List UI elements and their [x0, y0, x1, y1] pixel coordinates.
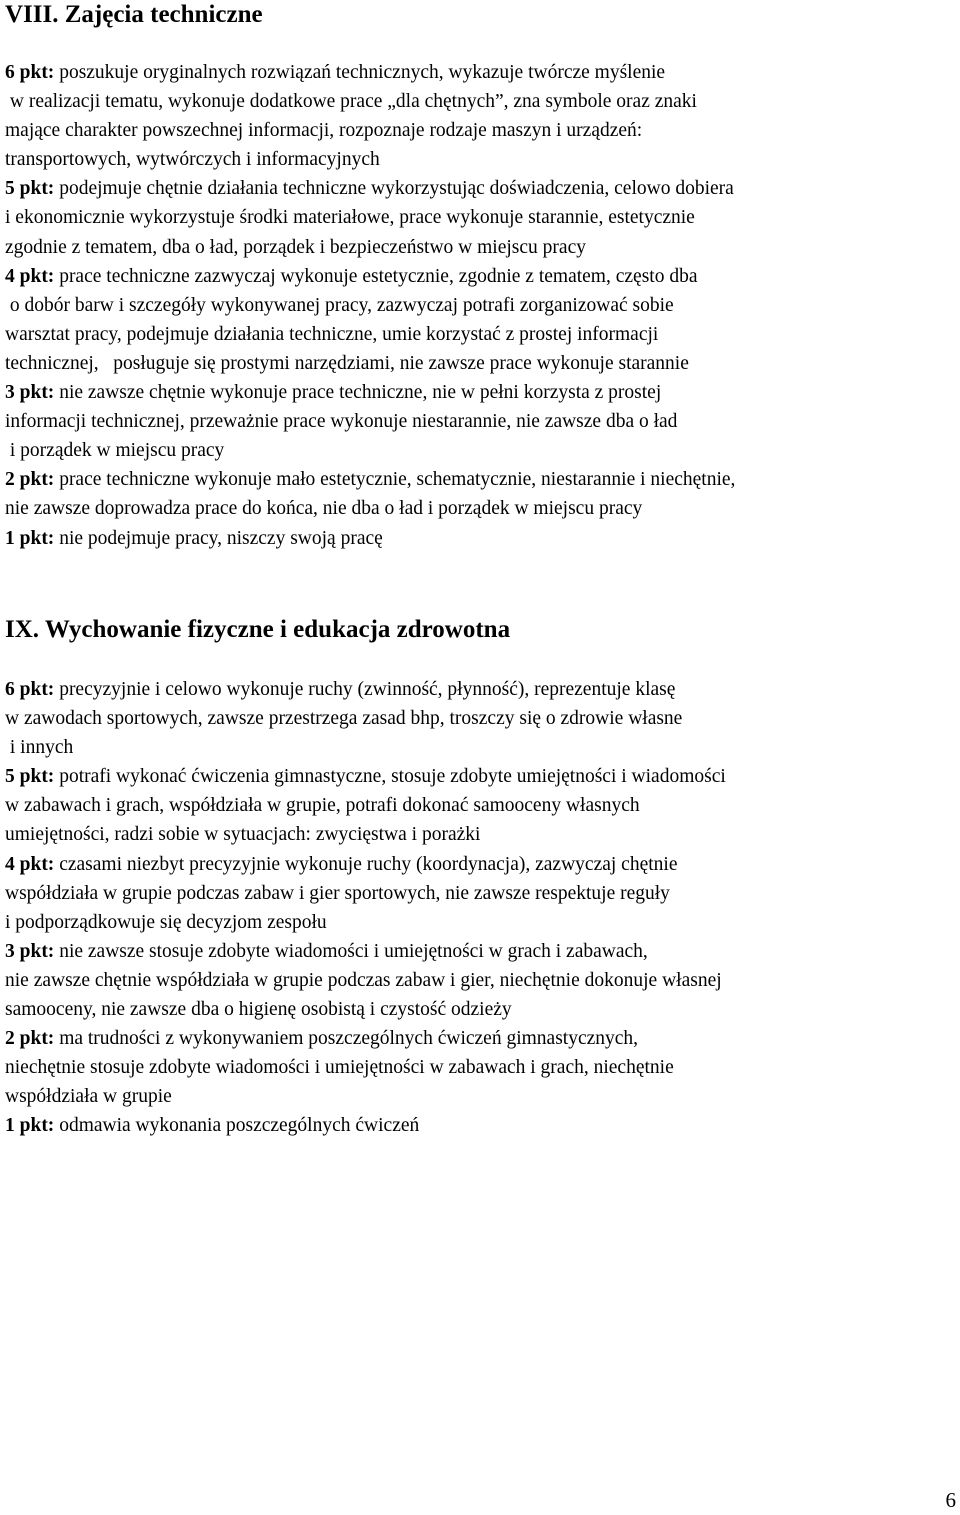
criteria-text: nie zawsze stosuje zdobyte wiadomości i umiejętności w grach i zabawach, [54, 940, 648, 962]
section-body-viii [5, 58, 960, 553]
criteria-line [5, 262, 960, 291]
criteria-line [5, 407, 960, 436]
criteria-text: niechętnie stosuje zdobyte wiadomości i umiejętności w zabawach i grach, niechętnie [5, 1057, 674, 1079]
criteria-line [5, 1111, 960, 1140]
criteria-text: prace techniczne zazwyczaj wykonuje estetycznie, zgodnie z tematem, często dba [54, 265, 698, 287]
criteria-text: i ekonomicznie wykorzystuje środki materiałowe, prace wykonuje starannie, estetycznie [5, 207, 695, 229]
criteria-line [5, 58, 960, 87]
points-label: 5 pkt: [5, 766, 55, 788]
criteria-line [5, 908, 960, 937]
criteria-line [5, 704, 960, 733]
criteria-line [5, 291, 960, 320]
page-number: 6 [945, 1488, 956, 1512]
criteria-text: umiejętności, radzi sobie w sytuacjach: zwycięstwa i porażki [5, 824, 481, 846]
criteria-text: i podporządkowuje się decyzjom zespołu [5, 911, 327, 933]
criteria-line [5, 966, 960, 995]
criteria-line [5, 995, 960, 1024]
points-label: 6 pkt: [5, 62, 55, 83]
criteria-text: czasami niezbyt precyzyjnie wykonuje ruchy (koordynacja), zazwyczaj chętnie [54, 853, 678, 875]
section-title-viii: VIII. Zajęcia techniczne [5, 1, 263, 28]
criteria-line [5, 1053, 960, 1082]
points-label: 4 pkt: [5, 853, 55, 875]
criteria-line [5, 349, 960, 378]
criteria-text: i porządek w miejscu pracy [5, 440, 225, 462]
criteria-line [5, 733, 960, 762]
criteria-text: poszukuje oryginalnych rozwiązań technicznych, wykazuje twórcze myślenie [54, 62, 666, 83]
criteria-text: zgodnie z tematem, dba o ład, porządek i bezpieczeństwo w miejscu pracy [5, 236, 586, 258]
points-label: 1 pkt: [5, 527, 55, 549]
criteria-line [5, 233, 960, 262]
criteria-line [5, 524, 960, 553]
criteria-text: ma trudności z wykonywaniem poszczególnych ćwiczeń gimnastycznych, [54, 1028, 639, 1050]
criteria-text: samooceny, nie zawsze dba o higienę osobistą i czystość odzieży [5, 999, 512, 1021]
criteria-line [5, 820, 960, 849]
criteria-text: w zawodach sportowych, zawsze przestrzega zasad bhp, troszczy się o zdrowie własne [5, 708, 683, 730]
criteria-text: w realizacji tematu, wykonuje dodatkowe prace „dla chętnych”, zna symbole oraz znaki [5, 91, 697, 113]
criteria-text: transportowych, wytwórczych i informacyjnych [5, 149, 380, 171]
criteria-line [5, 436, 960, 465]
criteria-text: nie zawsze doprowadza prace do końca, nie dba o ład i porządek w miejscu pracy [5, 498, 643, 520]
criteria-text: odmawia wykonania poszczególnych ćwiczeń [54, 1115, 420, 1137]
points-label: 2 pkt: [5, 1028, 55, 1050]
criteria-line [5, 87, 960, 116]
criteria-line [5, 850, 960, 879]
criteria-line [5, 879, 960, 908]
criteria-text: nie zawsze chętnie wykonuje prace techniczne, nie w pełni korzysta z prostej [54, 382, 662, 404]
criteria-line [5, 174, 960, 203]
criteria-text: technicznej, posługuje się prostymi narzędziami, nie zawsze prace wykonuje starannie [5, 352, 689, 374]
criteria-text: potrafi wykonać ćwiczenia gimnastyczne, stosuje zdobyte umiejętności i wiadomości [54, 766, 726, 788]
criteria-line [5, 116, 960, 145]
criteria-text: warsztat pracy, podejmuje działania techniczne, umie korzystać z prostej informacji [5, 323, 659, 345]
criteria-text: podejmuje chętnie działania techniczne wykorzystując doświadczenia, celowo dobiera [54, 178, 734, 200]
criteria-line [5, 465, 960, 494]
points-label: 4 pkt: [5, 265, 55, 287]
criteria-text: prace techniczne wykonuje mało estetycznie, schematycznie, niestarannie i niechętnie, [54, 469, 736, 491]
section-title-ix: IX. Wychowanie fizyczne i edukacja zdrowotna [5, 616, 511, 643]
criteria-text: współdziała w grupie [5, 1086, 172, 1108]
points-label: 3 pkt: [5, 382, 55, 404]
criteria-line [5, 937, 960, 966]
criteria-line [5, 762, 960, 791]
criteria-line [5, 378, 960, 407]
criteria-text: precyzyjnie i celowo wykonuje ruchy (zwinność, płynność), reprezentuje klasę [54, 679, 676, 700]
section-body-ix [5, 675, 960, 1141]
criteria-line [5, 1024, 960, 1053]
criteria-text: współdziała w grupie podczas zabaw i gier sportowych, nie zawsze respektuje reguły [5, 882, 670, 904]
criteria-line [5, 320, 960, 349]
points-label: 6 pkt: [5, 679, 55, 700]
points-label: 5 pkt: [5, 178, 55, 200]
criteria-text: mające charakter powszechnej informacji, rozpoznaje rodzaje maszyn i urządzeń: [5, 120, 643, 142]
criteria-text: w zabawach i grach, współdziała w grupie, potrafi dokonać samooceny własnych [5, 795, 640, 817]
criteria-line [5, 1082, 960, 1111]
criteria-line [5, 203, 960, 232]
criteria-text: o dobór barw i szczegóły wykonywanej pracy, zazwyczaj potrafi zorganizować sobie [5, 294, 674, 316]
criteria-line [5, 675, 960, 704]
criteria-line [5, 494, 960, 523]
criteria-text: nie podejmuje pracy, niszczy swoją pracę [54, 527, 383, 549]
points-label: 2 pkt: [5, 469, 55, 491]
criteria-line [5, 791, 960, 820]
criteria-text: i innych [5, 737, 74, 759]
criteria-line [5, 145, 960, 174]
criteria-text: informacji technicznej, przeważnie prace wykonuje niestarannie, nie zawsze dba o ład [5, 411, 678, 433]
points-label: 1 pkt: [5, 1115, 55, 1137]
criteria-text: nie zawsze chętnie współdziała w grupie podczas zabaw i gier, niechętnie dokonuje własnej [5, 969, 722, 991]
points-label: 3 pkt: [5, 940, 55, 962]
